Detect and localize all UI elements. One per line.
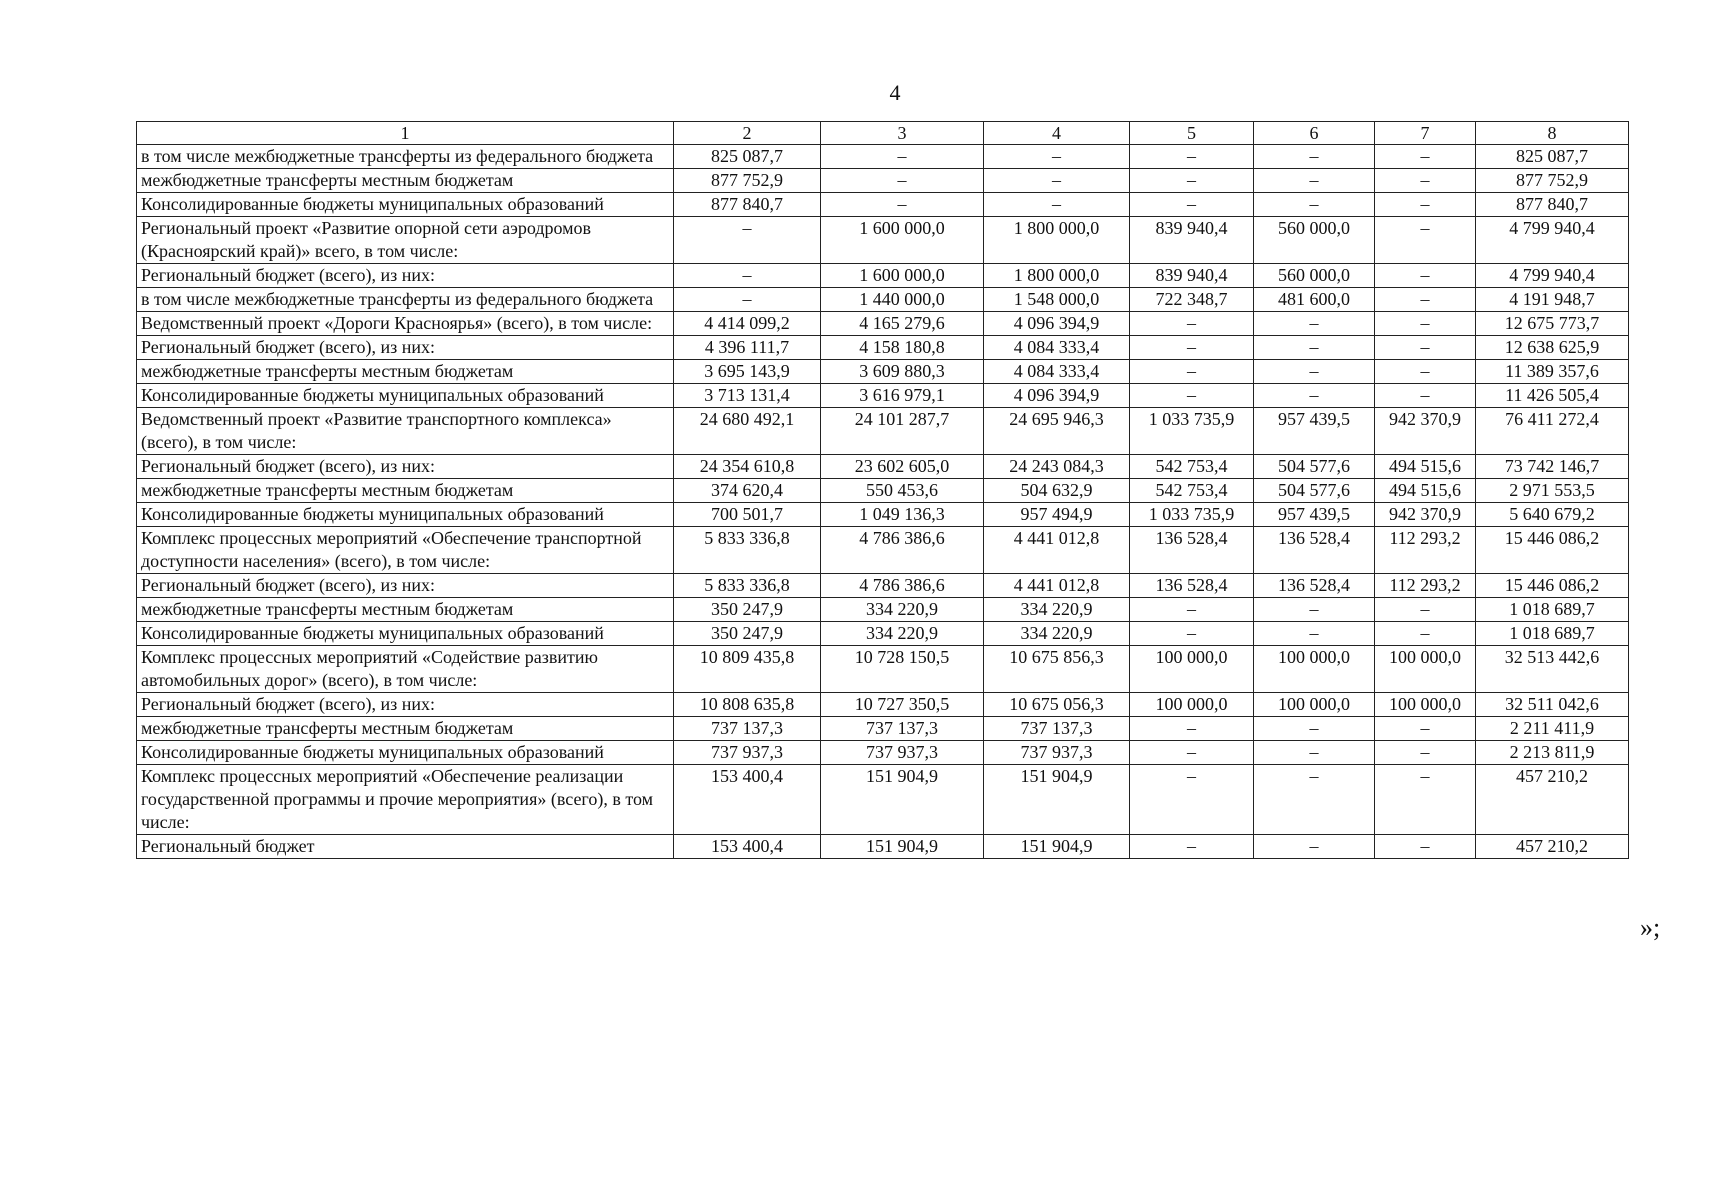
row-label: межбюджетные трансферты местным бюджетам xyxy=(137,360,674,384)
value-cell: 3 695 143,9 xyxy=(674,360,821,384)
table-row xyxy=(137,479,1629,503)
value-cell: – xyxy=(1254,598,1375,622)
value-cell: 825 087,7 xyxy=(674,145,821,169)
value-cell: 10 809 435,8 xyxy=(674,646,821,693)
value-cell: 957 494,9 xyxy=(984,503,1130,527)
table-row xyxy=(137,384,1629,408)
value-cell: – xyxy=(1375,765,1476,835)
value-cell: 504 577,6 xyxy=(1254,479,1375,503)
row-label: межбюджетные трансферты местным бюджетам xyxy=(137,169,674,193)
value-cell: 4 191 948,7 xyxy=(1476,288,1629,312)
value-cell: 23 602 605,0 xyxy=(821,455,984,479)
value-cell: 24 101 287,7 xyxy=(821,408,984,455)
value-cell: 24 695 946,3 xyxy=(984,408,1130,455)
value-cell: – xyxy=(1375,360,1476,384)
value-cell: 839 940,4 xyxy=(1130,217,1254,264)
value-cell: – xyxy=(1254,741,1375,765)
row-label: Региональный бюджет xyxy=(137,835,674,859)
value-cell: – xyxy=(1130,384,1254,408)
value-cell: – xyxy=(1375,193,1476,217)
value-cell: 100 000,0 xyxy=(1130,693,1254,717)
value-cell: – xyxy=(1254,169,1375,193)
value-cell: 957 439,5 xyxy=(1254,408,1375,455)
value-cell: 4 165 279,6 xyxy=(821,312,984,336)
row-label: Консолидированные бюджеты муниципальных образований xyxy=(137,384,674,408)
value-cell: 942 370,9 xyxy=(1375,408,1476,455)
value-cell: 4 096 394,9 xyxy=(984,384,1130,408)
row-label: Консолидированные бюджеты муниципальных образований xyxy=(137,622,674,646)
value-cell: – xyxy=(1254,193,1375,217)
value-cell: 4 799 940,4 xyxy=(1476,264,1629,288)
value-cell: 5 833 336,8 xyxy=(674,574,821,598)
value-cell: 4 096 394,9 xyxy=(984,312,1130,336)
value-cell: 2 971 553,5 xyxy=(1476,479,1629,503)
table-row xyxy=(137,622,1629,646)
value-cell: 334 220,9 xyxy=(984,622,1130,646)
value-cell: 32 511 042,6 xyxy=(1476,693,1629,717)
budget-table xyxy=(136,121,1629,859)
value-cell: 722 348,7 xyxy=(1130,288,1254,312)
value-cell: – xyxy=(821,169,984,193)
value-cell: – xyxy=(1254,622,1375,646)
value-cell: – xyxy=(1130,145,1254,169)
value-cell: – xyxy=(1375,264,1476,288)
column-header-7: 7 xyxy=(1375,122,1476,145)
table-header-row xyxy=(137,122,1629,145)
value-cell: 839 940,4 xyxy=(1130,264,1254,288)
value-cell: – xyxy=(1254,384,1375,408)
value-cell: 24 354 610,8 xyxy=(674,455,821,479)
value-cell: 11 389 357,6 xyxy=(1476,360,1629,384)
value-cell: 494 515,6 xyxy=(1375,479,1476,503)
value-cell: 457 210,2 xyxy=(1476,765,1629,835)
value-cell: – xyxy=(674,217,821,264)
value-cell: 136 528,4 xyxy=(1130,574,1254,598)
value-cell: 112 293,2 xyxy=(1375,527,1476,574)
value-cell: 136 528,4 xyxy=(1130,527,1254,574)
value-cell: 1 033 735,9 xyxy=(1130,408,1254,455)
value-cell: 542 753,4 xyxy=(1130,455,1254,479)
value-cell: 10 675 056,3 xyxy=(984,693,1130,717)
value-cell: 100 000,0 xyxy=(1375,646,1476,693)
value-cell: – xyxy=(1130,336,1254,360)
value-cell: 5 640 679,2 xyxy=(1476,503,1629,527)
table-row xyxy=(137,693,1629,717)
row-label: Комплекс процессных мероприятий «Обеспечение реализации государственной программы и прочие мероприятия» (всего), в том числе: xyxy=(137,765,674,835)
column-header-3: 3 xyxy=(821,122,984,145)
value-cell: 4 786 386,6 xyxy=(821,527,984,574)
page-number: 4 xyxy=(889,80,901,105)
value-cell: – xyxy=(1130,169,1254,193)
value-cell: 136 528,4 xyxy=(1254,574,1375,598)
value-cell: 560 000,0 xyxy=(1254,264,1375,288)
value-cell: – xyxy=(674,288,821,312)
value-cell: 877 752,9 xyxy=(1476,169,1629,193)
value-cell: 100 000,0 xyxy=(1254,646,1375,693)
value-cell: 350 247,9 xyxy=(674,622,821,646)
value-cell: 12 638 625,9 xyxy=(1476,336,1629,360)
value-cell: 151 904,9 xyxy=(821,765,984,835)
value-cell: 4 441 012,8 xyxy=(984,574,1130,598)
row-label: Региональный бюджет (всего), из них: xyxy=(137,264,674,288)
value-cell: 15 446 086,2 xyxy=(1476,574,1629,598)
value-cell: – xyxy=(821,193,984,217)
value-cell: – xyxy=(1375,384,1476,408)
value-cell: 32 513 442,6 xyxy=(1476,646,1629,693)
table-row xyxy=(137,360,1629,384)
value-cell: 550 453,6 xyxy=(821,479,984,503)
value-cell: – xyxy=(1375,835,1476,859)
value-cell: – xyxy=(1254,336,1375,360)
value-cell: – xyxy=(1375,169,1476,193)
column-header-4: 4 xyxy=(984,122,1130,145)
value-cell: 151 904,9 xyxy=(821,835,984,859)
value-cell: 504 577,6 xyxy=(1254,455,1375,479)
table-row xyxy=(137,741,1629,765)
value-cell: 1 018 689,7 xyxy=(1476,598,1629,622)
column-header-8: 8 xyxy=(1476,122,1629,145)
row-label: Региональный проект «Развитие опорной сети аэродромов (Красноярский край)» всего, в том числе: xyxy=(137,217,674,264)
value-cell: – xyxy=(674,264,821,288)
value-cell: – xyxy=(1130,598,1254,622)
value-cell: 151 904,9 xyxy=(984,765,1130,835)
closing-mark: »; xyxy=(1640,913,1661,942)
value-cell: 737 137,3 xyxy=(821,717,984,741)
value-cell: 1 548 000,0 xyxy=(984,288,1130,312)
value-cell: – xyxy=(984,145,1130,169)
value-cell: 560 000,0 xyxy=(1254,217,1375,264)
value-cell: 1 440 000,0 xyxy=(821,288,984,312)
row-label: Ведомственный проект «Развитие транспортного комплекса» (всего), в том числе: xyxy=(137,408,674,455)
value-cell: 334 220,9 xyxy=(821,598,984,622)
value-cell: 15 446 086,2 xyxy=(1476,527,1629,574)
value-cell: 334 220,9 xyxy=(984,598,1130,622)
value-cell: 737 137,3 xyxy=(984,717,1130,741)
table-row xyxy=(137,527,1629,574)
table-row xyxy=(137,503,1629,527)
table-row xyxy=(137,312,1629,336)
table-row xyxy=(137,646,1629,693)
value-cell: 151 904,9 xyxy=(984,835,1130,859)
value-cell: 4 786 386,6 xyxy=(821,574,984,598)
value-cell: – xyxy=(1254,312,1375,336)
table-row xyxy=(137,598,1629,622)
value-cell: 737 937,3 xyxy=(821,741,984,765)
row-label: Региональный бюджет (всего), из них: xyxy=(137,336,674,360)
value-cell: – xyxy=(1375,312,1476,336)
table-row xyxy=(137,288,1629,312)
value-cell: 877 840,7 xyxy=(1476,193,1629,217)
row-label: межбюджетные трансферты местным бюджетам xyxy=(137,598,674,622)
value-cell: – xyxy=(1254,360,1375,384)
value-cell: – xyxy=(1375,336,1476,360)
value-cell: 1 049 136,3 xyxy=(821,503,984,527)
value-cell: – xyxy=(984,169,1130,193)
row-label: межбюджетные трансферты местным бюджетам xyxy=(137,479,674,503)
table-row xyxy=(137,336,1629,360)
value-cell: 1 033 735,9 xyxy=(1130,503,1254,527)
value-cell: 334 220,9 xyxy=(821,622,984,646)
value-cell: – xyxy=(1130,360,1254,384)
value-cell: 136 528,4 xyxy=(1254,527,1375,574)
value-cell: 350 247,9 xyxy=(674,598,821,622)
value-cell: 100 000,0 xyxy=(1375,693,1476,717)
row-label: Региональный бюджет (всего), из них: xyxy=(137,455,674,479)
value-cell: 4 799 940,4 xyxy=(1476,217,1629,264)
value-cell: 153 400,4 xyxy=(674,835,821,859)
value-cell: 942 370,9 xyxy=(1375,503,1476,527)
value-cell: 76 411 272,4 xyxy=(1476,408,1629,455)
value-cell: 73 742 146,7 xyxy=(1476,455,1629,479)
value-cell: 100 000,0 xyxy=(1130,646,1254,693)
value-cell: 825 087,7 xyxy=(1476,145,1629,169)
value-cell: – xyxy=(1254,835,1375,859)
row-label: Ведомственный проект «Дороги Красноярья» (всего), в том числе: xyxy=(137,312,674,336)
value-cell: – xyxy=(821,145,984,169)
value-cell: – xyxy=(1130,835,1254,859)
value-cell: 737 937,3 xyxy=(674,741,821,765)
table-row xyxy=(137,193,1629,217)
value-cell: – xyxy=(1254,765,1375,835)
row-label: Региональный бюджет (всего), из них: xyxy=(137,693,674,717)
value-cell: 4 396 111,7 xyxy=(674,336,821,360)
value-cell: 542 753,4 xyxy=(1130,479,1254,503)
table-row xyxy=(137,455,1629,479)
table-row xyxy=(137,145,1629,169)
row-label: Комплекс процессных мероприятий «Содействие развитию автомобильных дорог» (всего), в том числе: xyxy=(137,646,674,693)
table-row xyxy=(137,574,1629,598)
value-cell: – xyxy=(1375,717,1476,741)
value-cell: – xyxy=(1130,622,1254,646)
value-cell: 877 840,7 xyxy=(674,193,821,217)
value-cell: 10 728 150,5 xyxy=(821,646,984,693)
value-cell: – xyxy=(984,193,1130,217)
value-cell: 24 680 492,1 xyxy=(674,408,821,455)
value-cell: 153 400,4 xyxy=(674,765,821,835)
value-cell: – xyxy=(1375,288,1476,312)
value-cell: 4 441 012,8 xyxy=(984,527,1130,574)
column-header-5: 5 xyxy=(1130,122,1254,145)
table-row xyxy=(137,717,1629,741)
value-cell: 2 213 811,9 xyxy=(1476,741,1629,765)
column-header-1: 1 xyxy=(137,122,674,145)
value-cell: 3 616 979,1 xyxy=(821,384,984,408)
value-cell: – xyxy=(1130,193,1254,217)
value-cell: 957 439,5 xyxy=(1254,503,1375,527)
table-row xyxy=(137,408,1629,455)
value-cell: – xyxy=(1375,741,1476,765)
value-cell: 1 800 000,0 xyxy=(984,217,1130,264)
value-cell: – xyxy=(1375,598,1476,622)
table-row xyxy=(137,217,1629,264)
value-cell: 5 833 336,8 xyxy=(674,527,821,574)
row-label: Консолидированные бюджеты муниципальных образований xyxy=(137,503,674,527)
value-cell: 877 752,9 xyxy=(674,169,821,193)
column-header-6: 6 xyxy=(1254,122,1375,145)
table-row xyxy=(137,765,1629,835)
value-cell: – xyxy=(1130,717,1254,741)
table-row xyxy=(137,169,1629,193)
row-label: в том числе межбюджетные трансферты из федерального бюджета xyxy=(137,288,674,312)
value-cell: 10 727 350,5 xyxy=(821,693,984,717)
value-cell: – xyxy=(1254,717,1375,741)
value-cell: 504 632,9 xyxy=(984,479,1130,503)
value-cell: – xyxy=(1375,217,1476,264)
value-cell: 481 600,0 xyxy=(1254,288,1375,312)
row-label: в том числе межбюджетные трансферты из федерального бюджета xyxy=(137,145,674,169)
row-label: Комплекс процессных мероприятий «Обеспечение транспортной доступности населения» (всего), в том числе: xyxy=(137,527,674,574)
row-label: межбюджетные трансферты местным бюджетам xyxy=(137,717,674,741)
row-label: Консолидированные бюджеты муниципальных образований xyxy=(137,741,674,765)
row-label: Консолидированные бюджеты муниципальных образований xyxy=(137,193,674,217)
table-row xyxy=(137,264,1629,288)
value-cell: – xyxy=(1375,145,1476,169)
value-cell: 10 808 635,8 xyxy=(674,693,821,717)
value-cell: 112 293,2 xyxy=(1375,574,1476,598)
column-header-2: 2 xyxy=(674,122,821,145)
value-cell: 737 137,3 xyxy=(674,717,821,741)
value-cell: 494 515,6 xyxy=(1375,455,1476,479)
value-cell: 3 609 880,3 xyxy=(821,360,984,384)
value-cell: 374 620,4 xyxy=(674,479,821,503)
value-cell: 24 243 084,3 xyxy=(984,455,1130,479)
value-cell: 3 713 131,4 xyxy=(674,384,821,408)
value-cell: 1 018 689,7 xyxy=(1476,622,1629,646)
value-cell: – xyxy=(1130,312,1254,336)
value-cell: 2 211 411,9 xyxy=(1476,717,1629,741)
value-cell: 4 158 180,8 xyxy=(821,336,984,360)
value-cell: 12 675 773,7 xyxy=(1476,312,1629,336)
value-cell: – xyxy=(1130,741,1254,765)
value-cell: – xyxy=(1375,622,1476,646)
value-cell: 1 600 000,0 xyxy=(821,217,984,264)
value-cell: 4 414 099,2 xyxy=(674,312,821,336)
table-row xyxy=(137,835,1629,859)
value-cell: 11 426 505,4 xyxy=(1476,384,1629,408)
value-cell: 1 600 000,0 xyxy=(821,264,984,288)
value-cell: – xyxy=(1254,145,1375,169)
value-cell: 1 800 000,0 xyxy=(984,264,1130,288)
value-cell: 737 937,3 xyxy=(984,741,1130,765)
value-cell: 4 084 333,4 xyxy=(984,336,1130,360)
value-cell: 100 000,0 xyxy=(1254,693,1375,717)
row-label: Региональный бюджет (всего), из них: xyxy=(137,574,674,598)
value-cell: 10 675 856,3 xyxy=(984,646,1130,693)
table-body xyxy=(137,145,1629,859)
value-cell: 457 210,2 xyxy=(1476,835,1629,859)
value-cell: – xyxy=(1130,765,1254,835)
value-cell: 700 501,7 xyxy=(674,503,821,527)
value-cell: 4 084 333,4 xyxy=(984,360,1130,384)
